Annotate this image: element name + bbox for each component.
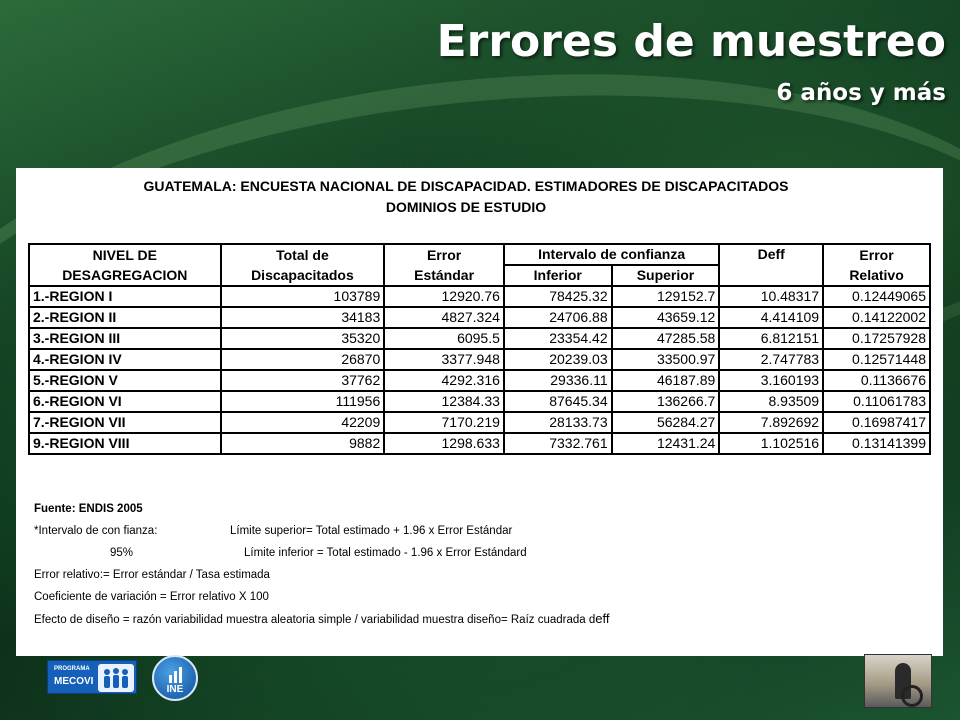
cell-superior: 56284.27 <box>612 412 720 433</box>
cell-superior: 33500.97 <box>612 349 720 370</box>
cell-error: 3377.948 <box>384 349 504 370</box>
note-intervalo-superior: Límite superior= Total estimado + 1.96 x Error Estándar <box>230 525 513 537</box>
table-title-line2: DOMINIOS DE ESTUDIO <box>385 199 547 215</box>
header-nivel-2: DESAGREGACION <box>29 265 221 286</box>
cell-inferior: 24706.88 <box>504 307 612 328</box>
note-coeficiente: Coeficiente de variación = Error relativo X 100 <box>34 591 269 603</box>
table-row <box>29 307 930 328</box>
cell-superior: 47285.58 <box>612 328 720 349</box>
note-fuente: Fuente: ENDIS 2005 <box>34 503 143 515</box>
cell-inferior: 20239.03 <box>504 349 612 370</box>
header-superior: Superior <box>612 265 720 286</box>
cell-total: 42209 <box>221 412 385 433</box>
cell-superior: 136266.7 <box>612 391 720 412</box>
cell-deff: 6.812151 <box>719 328 823 349</box>
cell-error: 4827.324 <box>384 307 504 328</box>
cell-total: 35320 <box>221 328 385 349</box>
note-intervalo-label: *Intervalo de con fianza: <box>34 525 158 537</box>
mecovi-name-label: MECOVI <box>54 676 94 687</box>
row-label: 6.-REGION VI <box>29 391 221 412</box>
slide-subtitle: 6 años y más <box>776 80 946 106</box>
cell-superior: 12431.24 <box>612 433 720 454</box>
table-row <box>29 286 930 307</box>
note-intervalo-inferior: Límite inferior = Total estimado - 1.96 x Error Estándard <box>244 547 527 559</box>
header-error-2: Estándar <box>384 265 504 286</box>
cell-deff: 2.747783 <box>719 349 823 370</box>
cell-relativo: 0.11061783 <box>823 391 930 412</box>
header-relativo-2: Relativo <box>823 265 930 286</box>
cell-error: 12920.76 <box>384 286 504 307</box>
cell-inferior: 78425.32 <box>504 286 612 307</box>
note-efecto <box>34 608 924 630</box>
table-row <box>29 349 930 370</box>
header-inferior: Inferior <box>504 265 612 286</box>
cell-relativo: 0.12571448 <box>823 349 930 370</box>
row-label: 4.-REGION IV <box>29 349 221 370</box>
cell-superior: 129152.7 <box>612 286 720 307</box>
cell-inferior: 7332.761 <box>504 433 612 454</box>
estimates-table <box>28 243 931 455</box>
header-total: Total de <box>221 244 385 265</box>
cell-relativo: 0.12449065 <box>823 286 930 307</box>
cell-total: 37762 <box>221 370 385 391</box>
note-efecto-main: Efecto de diseño = razón variabilidad muestra aleatoria simple / variabilidad muestra diseño= Raíz cuadrada d <box>34 614 596 626</box>
note-efecto-tail: eff <box>595 611 610 626</box>
mecovi-people-icon <box>98 664 134 692</box>
cell-superior: 43659.12 <box>612 307 720 328</box>
cell-total: 26870 <box>221 349 385 370</box>
table-notes <box>34 498 924 630</box>
cell-total: 34183 <box>221 307 385 328</box>
cell-relativo: 0.13141399 <box>823 433 930 454</box>
cell-deff: 8.93509 <box>719 391 823 412</box>
cell-relativo: 0.17257928 <box>823 328 930 349</box>
mecovi-program-label: PROGRAMA <box>54 666 90 672</box>
table-row <box>29 370 930 391</box>
header-intervalo: Intervalo de confianza <box>504 244 719 265</box>
slide-title: Errores de muestreo <box>436 16 946 67</box>
cell-inferior: 29336.11 <box>504 370 612 391</box>
row-label: 3.-REGION III <box>29 328 221 349</box>
wheelchair-wheel <box>901 685 923 707</box>
cell-relativo: 0.1136676 <box>823 370 930 391</box>
ine-logo-icon <box>152 655 198 701</box>
cell-deff: 3.160193 <box>719 370 823 391</box>
cell-error: 6095.5 <box>384 328 504 349</box>
row-label: 7.-REGION VII <box>29 412 221 433</box>
header-deff: Deff <box>719 244 823 286</box>
ine-label: INE <box>166 684 184 695</box>
header-error: Error <box>384 244 504 265</box>
note-percent: 95% <box>110 547 134 559</box>
cell-deff: 7.892692 <box>719 412 823 433</box>
note-intervalo-row2 <box>34 542 924 564</box>
table-row <box>29 412 930 433</box>
cell-deff: 1.102516 <box>719 433 823 454</box>
note-error-relativo: Error relativo:= Error estándar / Tasa estimada <box>34 569 270 581</box>
cell-error: 1298.633 <box>384 433 504 454</box>
cell-inferior: 87645.34 <box>504 391 612 412</box>
mecovi-logo-icon <box>47 660 137 694</box>
header-relativo: Error <box>823 244 930 265</box>
row-label: 9.-REGION VIII <box>29 433 221 454</box>
cell-error: 12384.33 <box>384 391 504 412</box>
table-title <box>16 176 916 218</box>
cell-total: 9882 <box>221 433 385 454</box>
cell-error: 4292.316 <box>384 370 504 391</box>
table-row <box>29 433 930 454</box>
cell-inferior: 23354.42 <box>504 328 612 349</box>
table-row <box>29 328 930 349</box>
cell-deff: 10.48317 <box>719 286 823 307</box>
cell-total: 111956 <box>221 391 385 412</box>
cell-superior: 46187.89 <box>612 370 720 391</box>
content-panel <box>16 168 943 656</box>
cell-relativo: 0.16987417 <box>823 412 930 433</box>
cell-deff: 4.414109 <box>719 307 823 328</box>
row-label: 2.-REGION II <box>29 307 221 328</box>
table-row <box>29 391 930 412</box>
wheelchair-photo-icon <box>864 654 932 708</box>
header-total-2: Discapacitados <box>221 265 385 286</box>
cell-total: 103789 <box>221 286 385 307</box>
row-label: 1.-REGION I <box>29 286 221 307</box>
header-nivel: NIVEL DE <box>29 244 221 265</box>
table-title-line1: GUATEMALA: ENCUESTA NACIONAL DE DISCAPACIDAD. ESTIMADORES DE DISCAPACITADOS <box>143 178 789 194</box>
note-intervalo <box>34 520 924 542</box>
cell-inferior: 28133.73 <box>504 412 612 433</box>
cell-relativo: 0.14122002 <box>823 307 930 328</box>
cell-error: 7170.219 <box>384 412 504 433</box>
row-label: 5.-REGION V <box>29 370 221 391</box>
